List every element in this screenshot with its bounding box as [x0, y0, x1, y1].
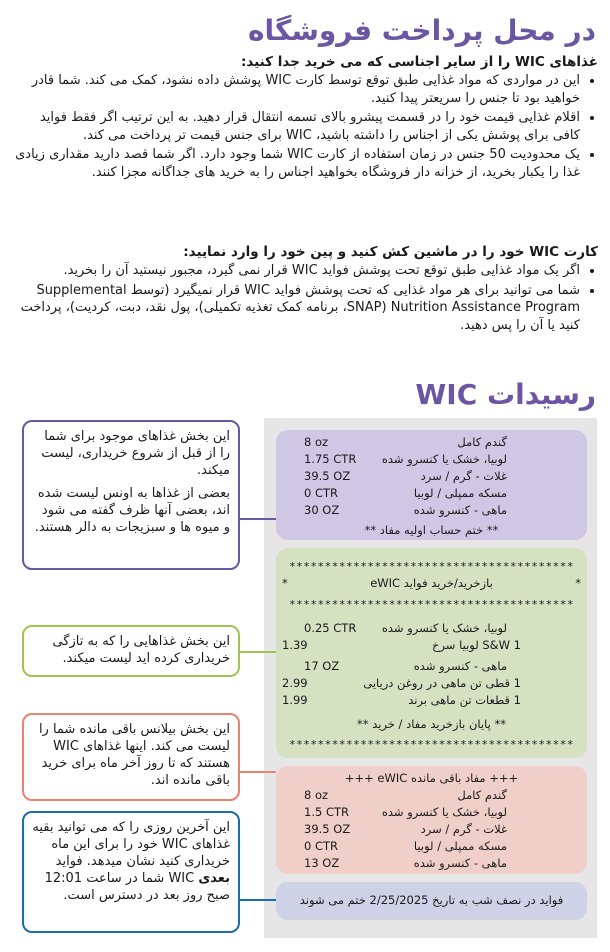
connector-line — [240, 518, 276, 520]
divider: **************************************** — [289, 560, 574, 573]
balance-row: مسکه ممپلی / لوبیا 0 CTR — [304, 486, 507, 500]
purchase-group-row: لوبیا، خشک یا کنسرو شده 0.25 CTR — [304, 621, 507, 635]
balance-row: گندم کامل 8 oz — [304, 435, 507, 449]
balance-row: لوبیا، خشک یا کنسرو شده 1.5 CTR — [304, 805, 507, 819]
bullet-list — [12, 72, 598, 181]
section-heading: غذاهای WIC را از سایر اجناسی که می خرید جدا کنید: — [240, 54, 598, 70]
purchase-line: S&W 1 لوبیا سرخ 1.39 — [282, 638, 521, 652]
list-item: • یک محدودیت 50 جنس در زمان استفاده از کارت WIC شما وجود دارد. اگر شما قصد دارید مقداری زیادی غذا را یکبار بخرید، از خزانه دار فروشگاه بخواهید اجناس را به خرید های جداگانه مجزا کنند. — [12, 146, 580, 181]
opening-footer: ** ختم حساب اولیه مفاد ** — [364, 523, 499, 537]
callout-purchase — [22, 625, 240, 677]
remaining-balance-block — [276, 766, 587, 874]
page-title: در محل پرداخت فروشگاه — [248, 14, 596, 47]
remaining-header: +++ مفاد باقی مانده eWIC +++ — [344, 771, 519, 785]
balance-row: ماهی - کنسرو شده 30 OZ — [304, 503, 507, 517]
expiry-block — [276, 882, 587, 920]
divider: **************************************** — [289, 738, 574, 751]
purchase-line: 1 قطی تن ماهی در روغن دریایی 2.99 — [282, 676, 521, 690]
callout-text: این بخش غذاهای موجود برای شما را از قبل از شروع خریداری، لیست میکند. — [41, 429, 230, 478]
balance-row: ماهی - کنسرو شده 13 OZ — [304, 856, 507, 870]
purchase-block — [276, 548, 587, 758]
callout-text: بعضی از غذاها به اونس لیست شده اند، بعضی آنها ظرف گفته می شود و میوه ها و سبزیجات به دالر هستند. — [34, 486, 230, 535]
connector-line — [240, 771, 276, 773]
balance-row: مسکه ممپلی / لوبیا 0 CTR — [304, 839, 507, 853]
opening-balance-block — [276, 430, 587, 540]
balance-row: غلات - گرم / سرد 39.5 OZ — [304, 822, 507, 836]
list-item: • اگر یک مواد غذایی طبق توقع تحت پوشش فواید WIC قرار نمی گیرد، مجبور نیستید آن را بخرید. — [12, 262, 580, 280]
callout-remaining — [22, 713, 240, 801]
connector-line — [240, 899, 276, 901]
balance-row: غلات - گرم / سرد 39.5 OZ — [304, 469, 507, 483]
list-item: • شما می توانید برای هر مواد غذایی که تحت پوشش فواید WIC قرار نمیگیرد (توسط Supplemental Nutrition Assistance Program (SNAP، برنامه کمک تغذیه تکمیلی)، پول نقد، دبت، کردیت)، پرداخت کنید یا آن را پس دهید. — [12, 282, 580, 335]
list-item: • این در مواردی که مواد غذایی طبق توقع توسط کارت WIC پوشش داده نشود، کمک می کند. شما قادر خواهید بود تا جنس را سریعتر پیدا کنید. — [12, 72, 580, 107]
receipts-title: رسیدات WIC — [415, 378, 596, 411]
callout-opening — [22, 420, 240, 570]
bullet-list — [12, 262, 598, 334]
balance-row: لوبیا، خشک یا کنسرو شده 1.75 CTR — [304, 452, 507, 466]
callout-text: این بخش غذاهایی را که به تازگی خریداری کرده اید لیست میکند. — [52, 634, 230, 666]
section-heading: کارت WIC خود را در ماشین کش کنید و پین خود را وارد نمایید: — [183, 244, 598, 260]
divider: **************************************** — [289, 598, 574, 611]
separate-items-section — [12, 54, 598, 183]
purchase-line: 1 قطعات تن ماهی برند 1.99 — [282, 693, 521, 707]
purchase-group-row: ماهی - کنسرو شده 17 OZ — [304, 659, 507, 673]
list-item: • اقلام غذایی قیمت خود را در قسمت پیشرو بالای تسمه انتقال قرار دهید. به این ترتیب اگر فقط فواید کافی برای پوشش یکی از اجناس را داشته باشید، WIC برای جنس قیمت تر پرداخت می کند. — [12, 109, 580, 144]
purchase-header: * بازخرید/خرید فواید eWIC * — [282, 576, 581, 590]
expiry-text: فواید در نصف شب به تاریخ 2/25/2025 ختم می شوند — [299, 893, 564, 907]
callout-text: این آخرین روزی را که می توانید بقیه غذاهای WIC خود را برای این ماه خریداری کنید نشان میدهد. فواید بعدی WIC شما در ساعت 12:01 صبح روز بعد در دسترس است. — [32, 820, 230, 903]
connector-line — [240, 651, 276, 653]
balance-row: گندم کامل 8 oz — [304, 788, 507, 802]
purchase-footer: ** پایان بازخرید مفاد / خرید ** — [357, 717, 506, 731]
callout-expiry — [22, 811, 240, 933]
callout-text: این بخش بیلانس باقی مانده شما را لیست می کند. اینها غذاهای WIC هستند که تا روز آخر ماه برای خرید باقی مانده اند. — [38, 722, 230, 788]
swipe-card-section — [12, 244, 598, 336]
